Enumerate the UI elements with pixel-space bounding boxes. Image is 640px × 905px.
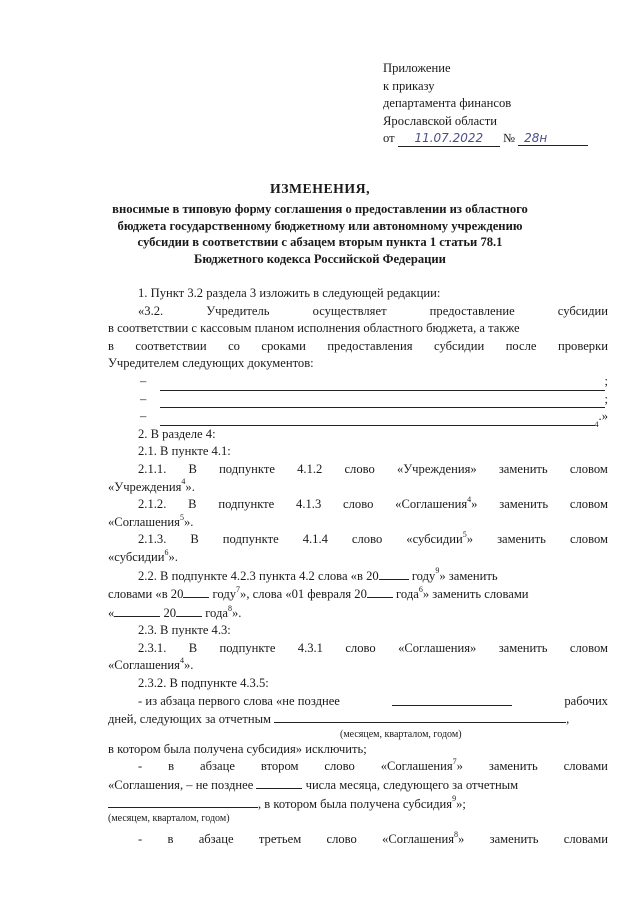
field-caption: (месяцем, кварталом, годом)	[340, 728, 462, 740]
paragraph: в соответствии с кассовым планом исполнения областного бюджета, а также	[108, 321, 520, 336]
blank-document-line: – ;	[108, 391, 608, 409]
paragraph: 2.3. В пункте 4.3:	[138, 623, 231, 638]
footnote-ref: 4	[181, 477, 186, 487]
paragraph: « 20 года$^8$».	[108, 603, 242, 620]
paragraph: в котором была получена субсидия» исключить;	[108, 741, 367, 756]
paragraph: «Соглашения, – не позднее числа месяца, следующего за отчетным	[108, 778, 519, 793]
paragraph: 2.3.2. В подпункте 4.3.5:	[138, 676, 269, 691]
footnote-ref: 4	[467, 494, 472, 504]
justified-line: в соответствии со сроками предоставления субсидии после проверки	[108, 338, 608, 353]
appendix-line: к приказу	[383, 78, 435, 93]
paragraph: 2. В разделе 4:	[138, 426, 216, 441]
subtitle-line: Бюджетного кодекса Российской Федерации	[194, 251, 446, 266]
footnote-ref: 9	[452, 794, 457, 804]
footnote-ref: 8	[454, 830, 459, 840]
paragraph: , в котором была получена субсидия$^9$»;	[108, 795, 608, 814]
justified-line: - в абзаце третьем слово «Соглашения$^8$» заменить словами	[138, 830, 608, 847]
paragraph: 2.2. В подпункте 4.2.3 пункта 4.2 слова «в 20 году$^9$» заменить	[138, 566, 498, 583]
paragraph: Учредителем следующих документов:	[108, 356, 314, 371]
document-subtitle	[100, 201, 540, 267]
footnote-ref: 5	[462, 530, 467, 540]
blank-underline	[160, 394, 604, 408]
paragraph: 2.1. В пункте 4.1:	[138, 444, 231, 459]
footnote-ref: 7	[236, 584, 241, 594]
justified-line: «3.2. Учредитель осуществляет предоставление субсидии	[138, 303, 608, 318]
appendix-date-line	[383, 130, 588, 148]
paragraph: «Учреждения$^4$».	[108, 477, 195, 494]
paragraph: дней, следующих за отчетным ,	[108, 712, 570, 727]
blank-underline	[160, 412, 594, 426]
justified-line: 2.1.2. В подпункте 4.1.3 слово «Соглашения$^4$» заменить словом	[138, 494, 608, 512]
footnote-ref: 4	[179, 656, 184, 666]
paragraph: «Соглашения$^4$».	[108, 656, 194, 673]
justified-line: 2.3.1. В подпункте 4.3.1 слово «Соглашения» заменить словом	[138, 640, 608, 655]
subtitle-line: субсидии в соответствии с абзацем вторым пункта 1 статьи 78.1	[137, 235, 503, 250]
footnote-ref: 6	[164, 547, 169, 557]
justified-line: - в абзаце втором слово «Соглашения$^7$» заменить словами	[138, 757, 608, 774]
appendix-block	[383, 60, 588, 148]
appendix-line: Приложение	[383, 61, 451, 75]
blank-document-line: – $^4$ .»	[140, 409, 608, 429]
subtitle-line: вносимые в типовую форму соглашения о предоставлении из областного	[112, 202, 528, 216]
blank-underline	[160, 377, 604, 391]
blank-document-line: – ;	[108, 373, 608, 391]
date-prefix: от	[383, 131, 395, 146]
appendix-line: Ярославской области	[383, 113, 497, 128]
footnote-ref: 6	[418, 584, 423, 594]
paragraph: «Соглашения$^5$».	[108, 512, 194, 529]
justified-line: - из абзаца первого слова «не позднее рабочих	[138, 693, 608, 708]
footnote-ref: 7	[452, 757, 457, 767]
footnote-ref: 9	[435, 566, 440, 576]
footnote-ref: 5	[179, 512, 184, 522]
subtitle-line: бюджета государственному бюджетному или автономному учреждению	[117, 218, 523, 233]
appendix-line: департамента финансов	[383, 96, 512, 111]
document-title: ИЗМЕНЕНИЯ,	[269, 181, 371, 196]
paragraph: 1. Пункт 3.2 раздела 3 изложить в следующей редакции:	[138, 286, 441, 300]
document-body	[108, 285, 608, 849]
number-prefix: №	[502, 131, 515, 146]
justified-line: 2.1.1. В подпункте 4.1.2 слово «Учреждения» заменить словом	[138, 461, 608, 476]
paragraph: «субсидии$^6$».	[108, 547, 178, 564]
order-date: 11.07.2022	[398, 132, 500, 147]
footnote-ref: 8	[228, 603, 232, 613]
field-caption: (месяцем, кварталом, годом)	[108, 813, 230, 825]
order-number: 28н	[518, 132, 588, 146]
justified-line: 2.1.3. В подпункте 4.1.4 слово «субсидии$^5$» заменить словом	[138, 530, 608, 547]
paragraph: словами «в 20 году$^7$», слова «01 февраля 20 года$^6$» заменить словами	[108, 584, 529, 602]
